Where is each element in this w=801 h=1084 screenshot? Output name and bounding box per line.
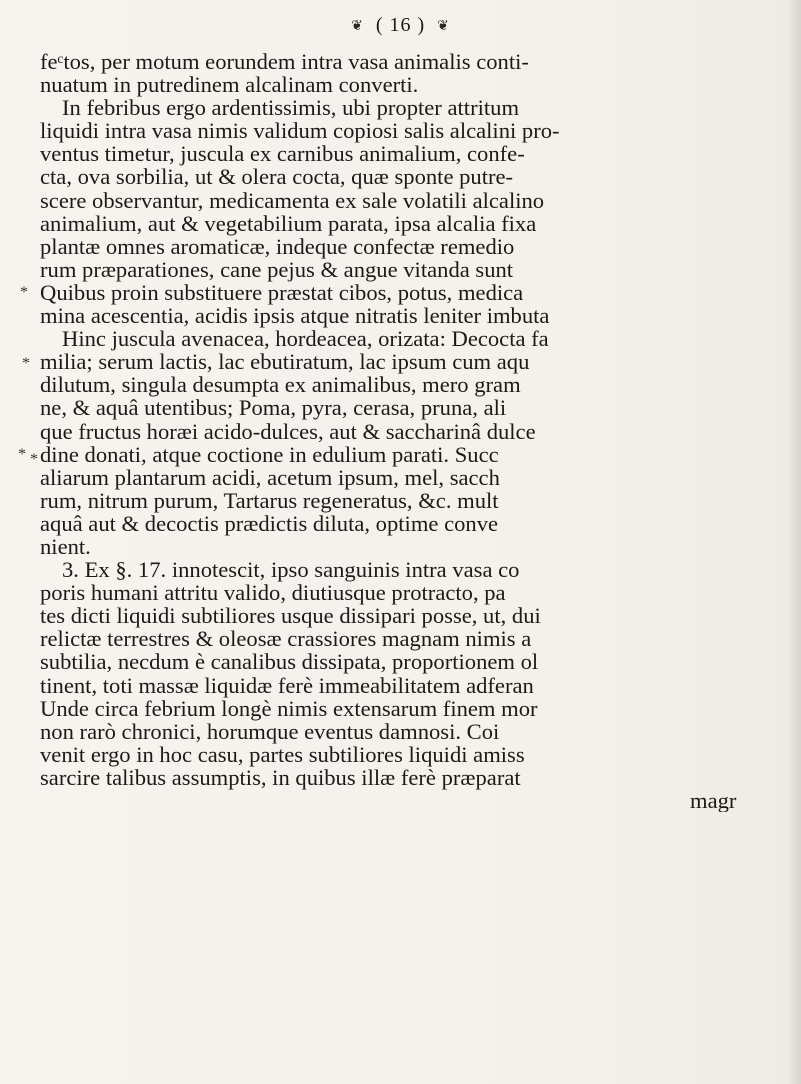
text-line: tinent, toti massæ liquidæ ferè immeabilitatem adferan (40, 672, 534, 698)
text-line: non rarò chronici, horumque eventus damnosi. Coi (40, 718, 500, 744)
text-line: tes dicti liquidi subtiliores usque dissipari posse, ut, dui (40, 603, 541, 629)
running-header (0, 14, 801, 37)
margin-asterisk: * (20, 284, 28, 301)
text-line: dilutum, singula desumpta ex animalibus, mero gram (40, 372, 521, 398)
body-text (40, 50, 796, 812)
text-line: nient. (40, 533, 91, 559)
text-line: que fructus horæi acido-dulces, aut & saccharinâ dulce (40, 418, 536, 444)
text-line: relictæ terrestres & oleosæ crassiores magnam nimis a (40, 626, 532, 652)
margin-asterisk: * (22, 355, 30, 372)
text-line: dine donati, atque coctione in edulium parati. Succ (40, 441, 499, 467)
text-line: mina acescentia, acidis ipsis atque nitratis leniter imbuta (40, 303, 550, 329)
text-line: venit ergo in hoc casu, partes subtiliores liquidi amiss (40, 741, 525, 767)
text-line: 3. Ex §. 17. innotescit, ipso sanguinis intra vasa co (62, 557, 520, 583)
text-line: animalium, aut & vegetabilium parata, ipsa alcalia fixa (40, 210, 537, 236)
text-line: poris humani attritu valido, diutiusque protracto, pa (40, 580, 506, 606)
text-line: ventus timetur, jusculа ex carnibus animalium, confe- (40, 141, 525, 167)
text-line: liquidi intra vasa nimis validum copiosi salis alcalini pro- (40, 118, 560, 144)
text-line: nuatum in putredinem alcalinam converti. (40, 72, 419, 98)
text-line: milia; serum lactis, lac ebutiratum, lac ipsum cum aqu (40, 349, 530, 375)
text-line: Hinc jusculа avenacea, hordeacea, orizata: Decocta fa (62, 326, 549, 352)
text-line: subtilia, necdum è canalibus dissipata, proportionem ol (40, 649, 539, 675)
text-line: rum præparationes, cane pejus & angue vitanda sunt (40, 256, 514, 282)
text-line: cta, ova sorbilia, ut & olera cocta, quæ sponte putre- (40, 164, 514, 190)
text-line: Unde circa febrium longè nimis extensarum finem mor (40, 695, 538, 721)
fleuron-left-icon: ❦ (351, 18, 364, 34)
catchword: magr (690, 788, 737, 813)
text-line: scere observantur, medicamenta ex sale volatili alcalino (40, 187, 545, 213)
text-line: In febribus ergo ardentissimis, ubi propter attritum (62, 95, 520, 121)
text-line: rum, nitrum purum, Tartarus regeneratus, &c. mult (40, 487, 499, 513)
margin-asterisk: * (18, 446, 26, 463)
text-line: plantæ omnes aromaticæ, indeque confectæ remedio (40, 233, 515, 259)
margin-asterisk: * (30, 451, 38, 468)
text-line: ne, & aquâ utentibus; Poma, pyra, cerasa, pruna, ali (40, 395, 507, 421)
text-line: aquâ aut & decoctis prædictis diluta, optime conve (40, 510, 499, 536)
text-line: aliarum plantarum acidi, acetum ipsum, mel, sacch (40, 464, 500, 490)
text-line: sarcire talibus assumptis, in quibus illæ ferè præparat (40, 764, 521, 790)
text-line: Quibus proin substituere præstat cibos, potus, medica (40, 279, 524, 305)
fleuron-right-icon: ❦ (437, 18, 450, 34)
page-number: ( 16 ) (375, 14, 426, 36)
text-line: feᶜtos, per motum eorundem intra vasa animalis conti- (40, 50, 529, 74)
